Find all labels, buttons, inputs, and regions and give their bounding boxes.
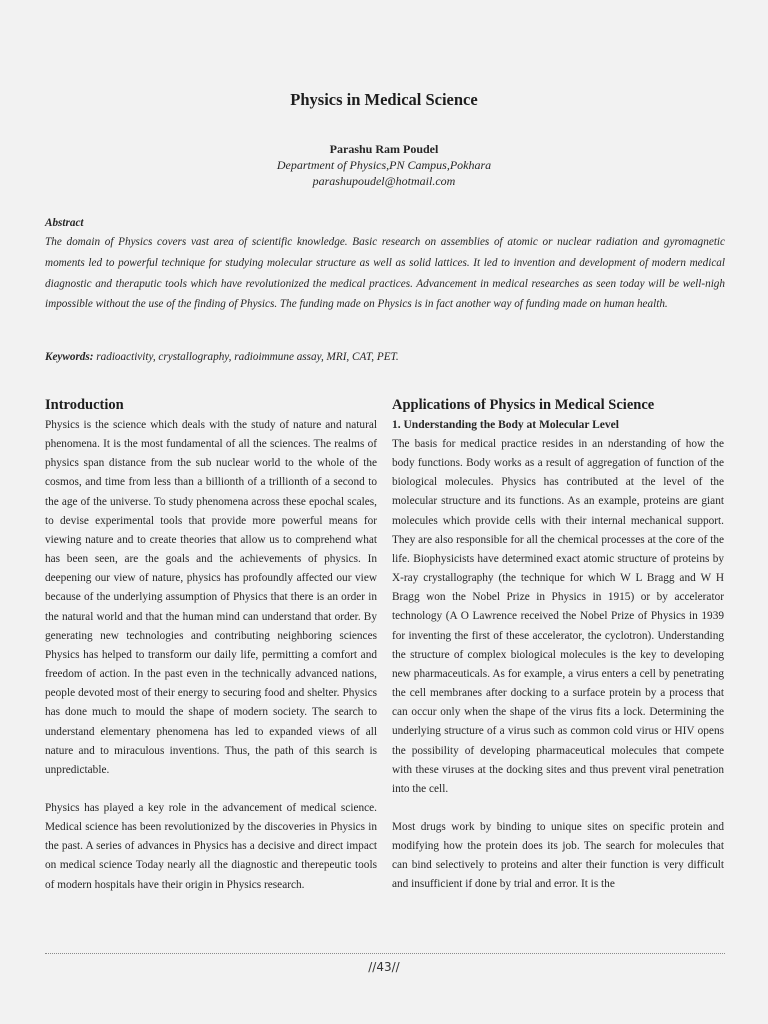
abstract-heading: Abstract [45,217,84,229]
keywords-text: radioactivity, crystallography, radioimmune assay, MRI, CAT, PET. [96,351,399,363]
right-column [392,394,724,895]
applications-paragraph-1: The basis for medical practice resides in an nderstanding of how the body functions. Body works as a result of aggregation of function of the biological molecules. Physics has contributed at the level of the molecular structure and its functions. As an example, proteins are giant molecules which provide cells with their internal mechanical support. They are also responsible for all the chemical processes at the core of the life. Biophysicists have determined exact atomic structure of proteins by X-ray crystallography (the technique for which W L Bragg and W H Bragg won the Nobel Prize in Physics in 1915) or by accelerator technology (A O Lawrence received the Nobel Prize of Physics in 1939 for inventing the first of these accelerator, the cyclotron). Understanding the structure of complex biological molecules is the key to developing new pharmaceuticals. As for example, a virus enters a cell by penetrating the cell membranes after docking to a surface protein by a process that can occur only when the shape of the virus fits a lock. Determining the underlying structure of a virus such as common cold virus or HIV opens the possibility of developing pharmaceutical molecules that compete with these viruses at the docking sites and thus prevent viral penetration into the cell. [392,438,724,795]
introduction-heading: Introduction [45,397,124,413]
author-block [0,141,768,189]
applications-heading: Applications of Physics in Medical Science [392,397,655,413]
author-department: Department of Physics,PN Campus,Pokhara [276,158,492,172]
author-name: Parashu Ram Poudel [329,142,439,156]
abstract [45,214,725,315]
applications-paragraph-2: Most drugs work by binding to unique sites on specific protein and modifying how the protein does its job. The search for molecules that can bind selectively to proteins and alter their function is very difficult and insufficient if done by trial and error. It is the [392,820,724,891]
keywords-label: Keywords: [45,351,94,363]
introduction-paragraph-2: Physics has played a key role in the advancement of medical science. Medical science has been revolutionized by the discoveries in Physics in the past. A series of advances in Physics has a decisive and direct impact on medical science Today nearly all the diagnostic and therepeutic tools of modern hospitals have their origin in Physics research. [45,801,377,891]
left-column [45,394,377,895]
author-email[interactable]: parashupoudel@hotmail.com [312,174,456,188]
footer-divider [45,953,725,954]
page-number: //43// [368,960,400,974]
molecular-level-subheading: 1. Understanding the Body at Molecular Level [392,419,619,431]
keywords [45,348,725,366]
paper-title: Physics in Medical Science [290,90,478,109]
introduction-paragraph-1: Physics is the science which deals with the study of nature and natural phenomena. It is the most fundamental of all the sciences. The realms of physics span distance from the sub nuclear world to the whole of the cosmos, and time from less than a billionth of a trillionth of a second to the age of the universe. To study phenomena across these epochal scales, to devise experimental tools that provide more powerful means for viewing nature and to create theories that allow us to comprehend what has been seen, are the goals and the achievements of physics. In deepening our view of nature, physics has profoundly affected our view because of the underlying assumption of Physics that there is an order in the natural world and that the human mind can understand that order. By generating new technologies and contributing neighboring sciences Physics has helped to transform our daily life, permitting a comfort and freedom of action. In the past even in the technically advanced nations, people devoted most of their energy to securing food and shelter. Physics has done much to mould the shape of modern society. The search to understand elementary phenomena has led to expanded views of all nature and to miraculous inventions. Thus, the path of this search is unpredictable. [45,419,377,776]
abstract-text: The domain of Physics covers vast area of scientific knowledge. Basic research on assemblies of atomic or nuclear radiation and gyromagnetic moments led to powerful technique for studying molecular structure as well as solid lattices. It led to invention and development of modern medical diagnostic and theraputic tools which have revolutionized the medical practices. Advancement in medical researches as seen today will be well-nigh impossible without the use of the finding of Physics. The funding made on Physics is in fact another way of funding made on human health. [45,236,725,311]
